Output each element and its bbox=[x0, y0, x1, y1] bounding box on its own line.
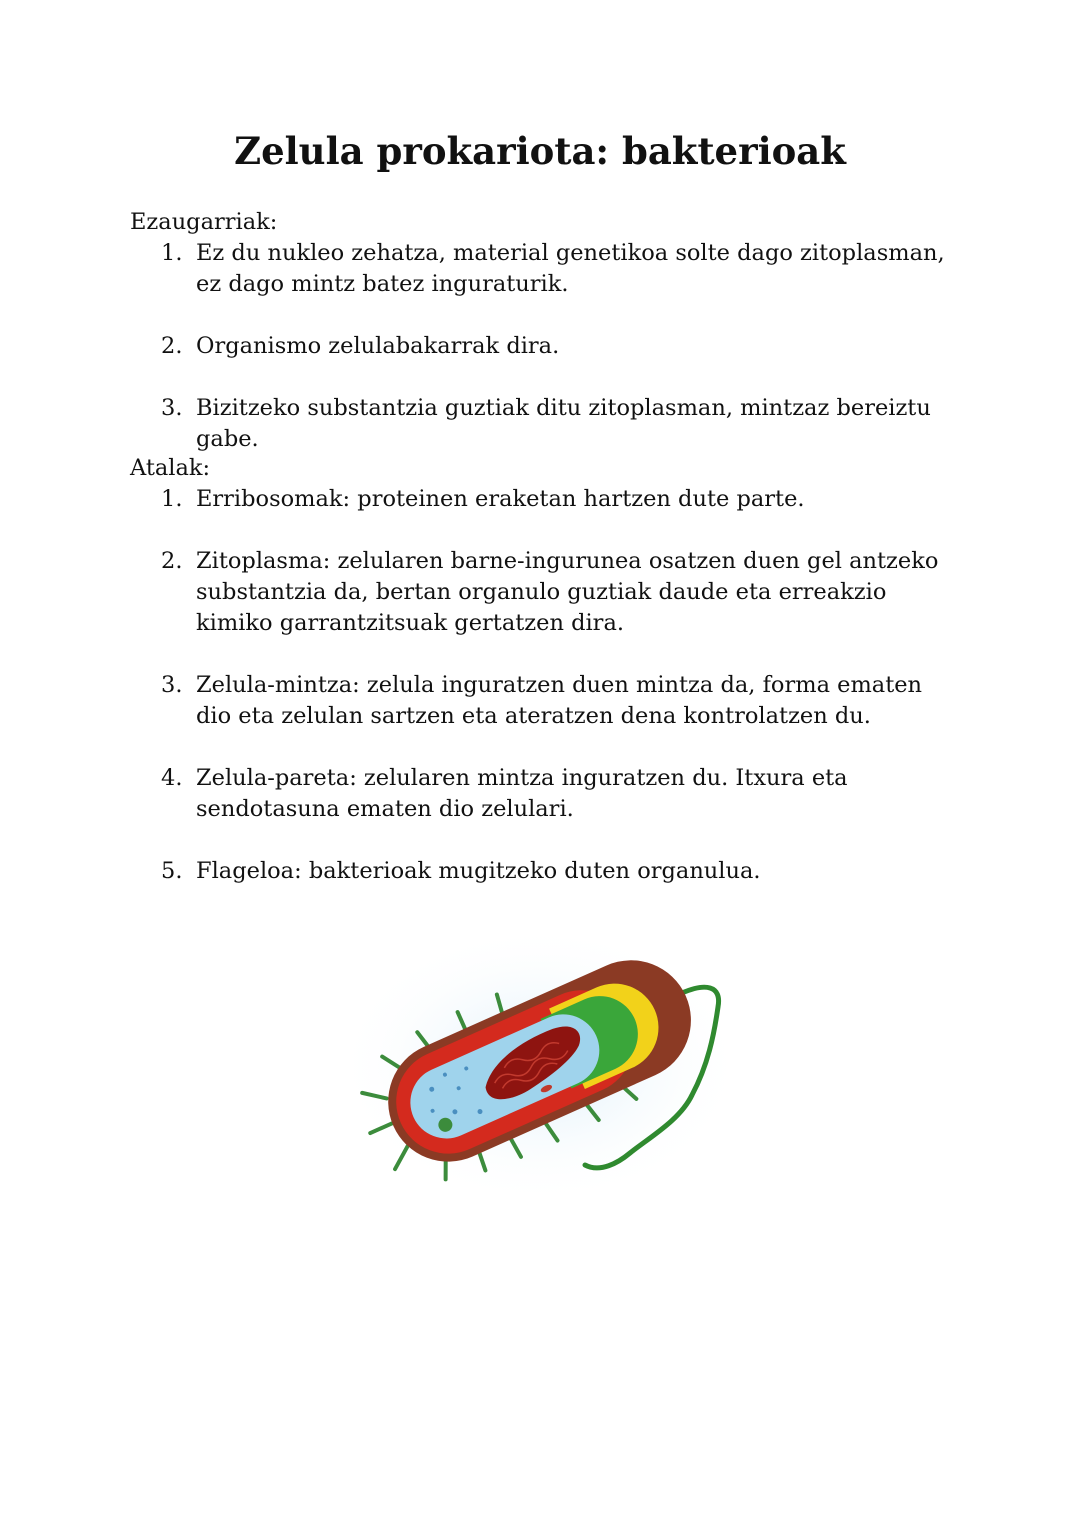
ezaugarriak-list bbox=[130, 238, 950, 455]
list-item-number: 1. bbox=[161, 486, 183, 512]
list-item-text: Zelula-pareta: zelularen mintza inguratzen du. Itxura eta sendotasuna ematen dio zelulari. bbox=[196, 765, 848, 822]
list-item bbox=[130, 331, 950, 362]
list-item-text: Organismo zelulabakarrak dira. bbox=[196, 333, 560, 359]
list-item-number: 4. bbox=[161, 765, 183, 791]
atalak-list bbox=[130, 484, 950, 887]
list-item-number: 1. bbox=[161, 240, 183, 266]
list-item bbox=[130, 546, 950, 639]
section-heading-atalak: Atalak: bbox=[130, 455, 211, 481]
list-item bbox=[130, 484, 950, 515]
bacteria-cell-illustration bbox=[330, 915, 750, 1215]
list-item bbox=[130, 238, 950, 300]
list-item bbox=[130, 670, 950, 732]
section-atalak bbox=[130, 453, 950, 887]
page-title: Zelula prokariota: bakterioak bbox=[234, 129, 846, 173]
list-item-number: 2. bbox=[161, 333, 183, 359]
list-item bbox=[130, 393, 950, 455]
list-item-number: 2. bbox=[161, 548, 183, 574]
list-item-text: Flageloa: bakterioak mugitzeko duten organulua. bbox=[196, 858, 761, 884]
section-heading-ezaugarriak: Ezaugarriak: bbox=[130, 209, 278, 235]
section-ezaugarriak bbox=[130, 207, 950, 455]
list-item bbox=[130, 856, 950, 887]
list-item-text: Zitoplasma: zelularen barne-ingurunea osatzen duen gel antzeko substantzia da, bertan organulo guztiak daude eta erreakzio kimiko garrantzitsuak gertatzen dira. bbox=[196, 548, 939, 636]
list-item-number: 5. bbox=[161, 858, 183, 884]
bacteria-icon bbox=[330, 915, 750, 1215]
list-item-text: Ez du nukleo zehatza, material genetikoa solte dago zitoplasman, ez dago mintz batez inguraturik. bbox=[196, 240, 945, 297]
list-item-number: 3. bbox=[161, 672, 183, 698]
list-item-text: Erribosomak: proteinen eraketan hartzen dute parte. bbox=[196, 486, 805, 512]
list-item-text: Bizitzeko substantzia guztiak ditu zitoplasman, mintzaz bereiztu gabe. bbox=[196, 395, 931, 452]
list-item-text: Zelula-mintza: zelula inguratzen duen mintza da, forma ematen dio eta zelulan sartzen eta ateratzen dena kontrolatzen du. bbox=[196, 672, 923, 729]
list-item bbox=[130, 763, 950, 825]
list-item-number: 3. bbox=[161, 395, 183, 421]
